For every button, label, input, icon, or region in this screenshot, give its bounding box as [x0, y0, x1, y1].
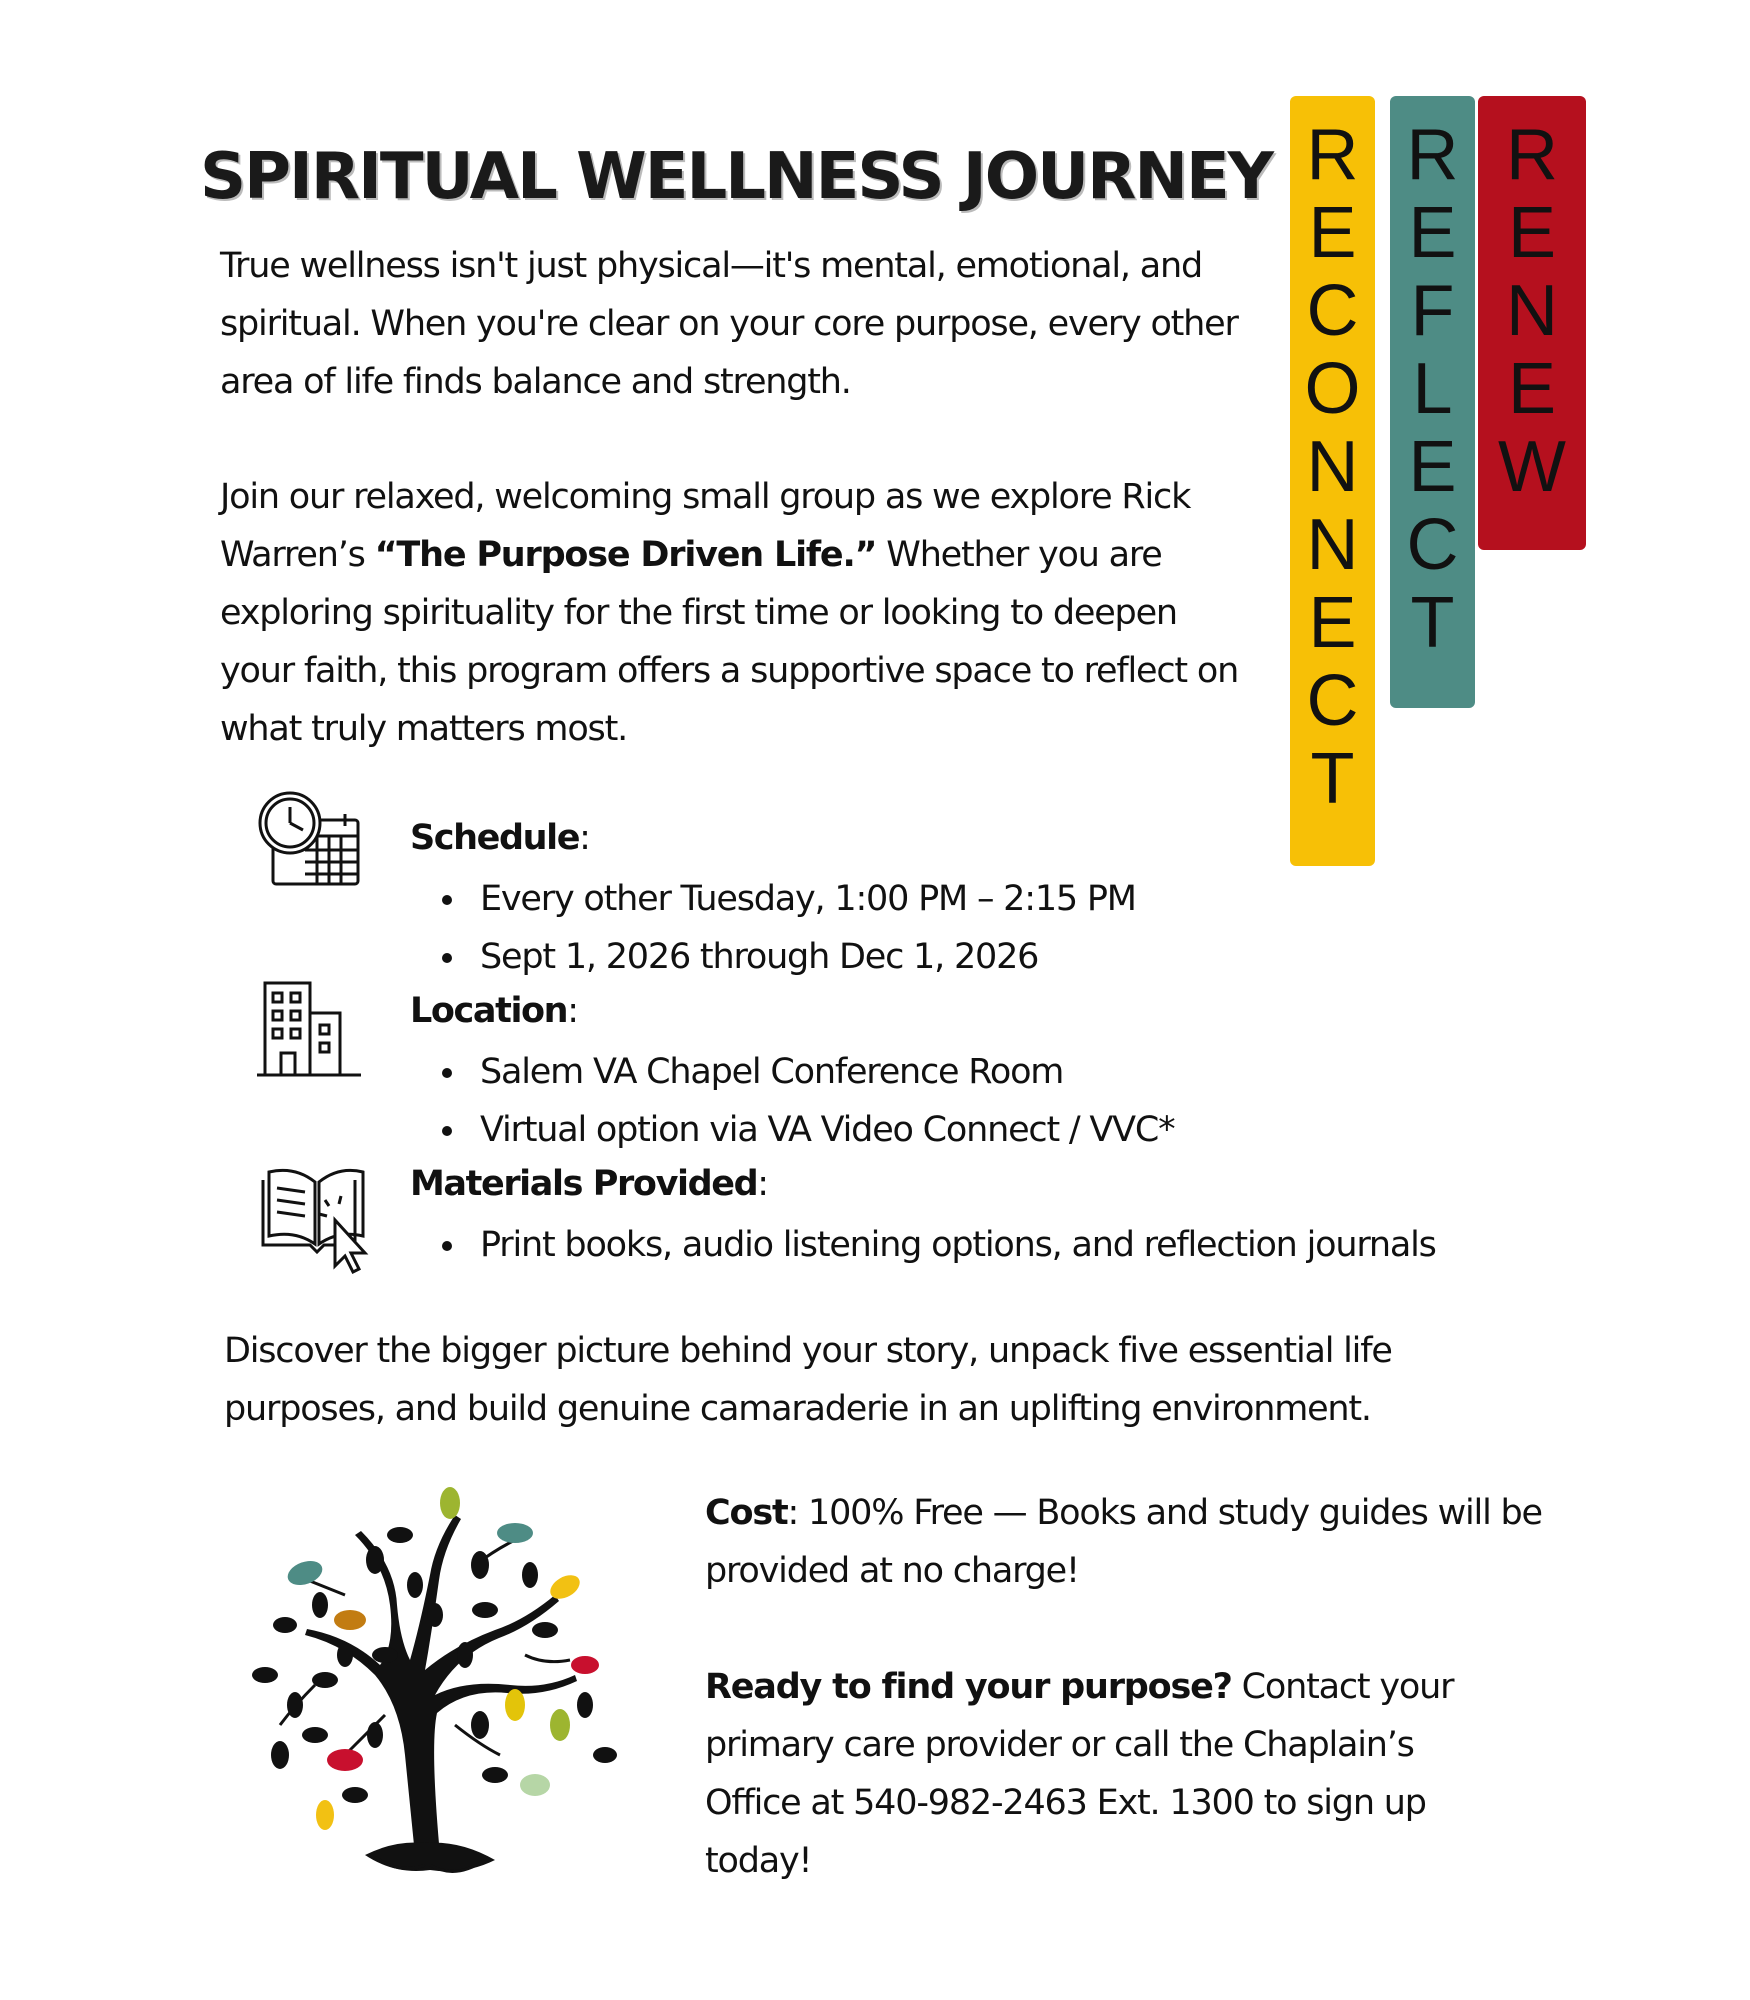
- banner-word: [1304, 116, 1360, 818]
- schedule-heading-text: Schedule: [410, 818, 580, 858]
- banner-letter: O: [1304, 349, 1361, 429]
- materials-list: [410, 1216, 1436, 1274]
- location-heading-text: Location: [410, 991, 568, 1031]
- location-list: [410, 1043, 1174, 1159]
- banner-letter: E: [1507, 193, 1557, 273]
- building-icon: [255, 975, 365, 1080]
- colon: :: [579, 818, 590, 858]
- list-item: Salem VA Chapel Conference Room: [410, 1043, 1174, 1101]
- banner-letter: E: [1308, 583, 1357, 663]
- cost-paragraph: [705, 1484, 1555, 1600]
- banner-letter: W: [1498, 427, 1566, 507]
- schedule-heading: [410, 818, 590, 858]
- banner-letter: N: [1306, 427, 1359, 507]
- banner-letter: R: [1506, 115, 1558, 195]
- open-book-cursor-icon: [255, 1160, 380, 1275]
- location-heading: [410, 991, 578, 1031]
- list-item: Print books, audio listening options, and reflection journals: [410, 1216, 1436, 1274]
- join-paragraph: [220, 468, 1250, 758]
- contact-text: Contact your primary care provider or call the Chaplain’s Office at 540-982-2463 Ext. 1300 to sign up today!: [705, 1667, 1454, 1881]
- banner-letter: E: [1408, 427, 1457, 507]
- contact-paragraph: [705, 1658, 1505, 1890]
- banner-reconnect: [1290, 96, 1375, 866]
- banner-letter: R: [1406, 115, 1459, 195]
- contact-label: Ready to find your purpose?: [705, 1667, 1232, 1707]
- banner-letter: N: [1506, 271, 1558, 351]
- banner-letter: C: [1406, 505, 1459, 585]
- banner-letter: N: [1306, 505, 1359, 585]
- banner-letter: R: [1306, 115, 1359, 195]
- colon: :: [757, 1164, 768, 1204]
- intro-paragraph: True wellness isn't just physical—it's mental, emotional, and spiritual. When you're clear on your core purpose, every other area of life finds balance and strength.: [220, 246, 1238, 402]
- banner-letter: L: [1412, 349, 1453, 429]
- list-item: Sept 1, 2026 through Dec 1, 2026: [410, 928, 1136, 986]
- banner-reflect: [1390, 96, 1475, 708]
- discover-paragraph: Discover the bigger picture behind your story, unpack five essential life purposes, and build genuine camaraderie in an uplifting environment.: [224, 1331, 1392, 1429]
- tree-illustration: [225, 1455, 665, 1895]
- banner-letter: T: [1410, 583, 1455, 663]
- book-title: “The Purpose Driven Life.”: [374, 535, 877, 575]
- cost-text: : 100% Free — Books and study guides will be provided at no charge!: [705, 1493, 1542, 1591]
- list-item: Every other Tuesday, 1:00 PM – 2:15 PM: [410, 870, 1136, 928]
- banner-word: [1498, 116, 1566, 506]
- join-text: Join our relaxed, welcoming small group as we explore Rick Warren’s: [220, 477, 1191, 575]
- schedule-list: [410, 870, 1136, 986]
- banner-letter: E: [1507, 349, 1557, 429]
- banner-renew: [1478, 96, 1586, 550]
- clock-calendar-icon: [255, 790, 365, 890]
- list-item: Virtual option via VA Video Connect / VVC*: [410, 1101, 1174, 1159]
- cost-label: Cost: [705, 1493, 788, 1533]
- banner-letter: T: [1310, 739, 1355, 819]
- materials-heading-text: Materials Provided: [410, 1164, 758, 1204]
- banner-letter: F: [1410, 271, 1455, 351]
- colon: :: [567, 991, 578, 1031]
- page-title: SPIRITUAL WELLNESS JOURNEY: [200, 140, 1272, 214]
- banner-letter: C: [1306, 271, 1359, 351]
- banner-word: [1407, 116, 1459, 662]
- materials-heading: [410, 1164, 768, 1204]
- banner-letter: E: [1308, 193, 1357, 273]
- join-text-end: Whether you are exploring spirituality for the first time or looking to deepen your faith, this program offers a supportive space to reflect on what truly matters most.: [220, 535, 1239, 749]
- banner-letter: E: [1408, 193, 1457, 273]
- banner-letter: C: [1306, 661, 1359, 741]
